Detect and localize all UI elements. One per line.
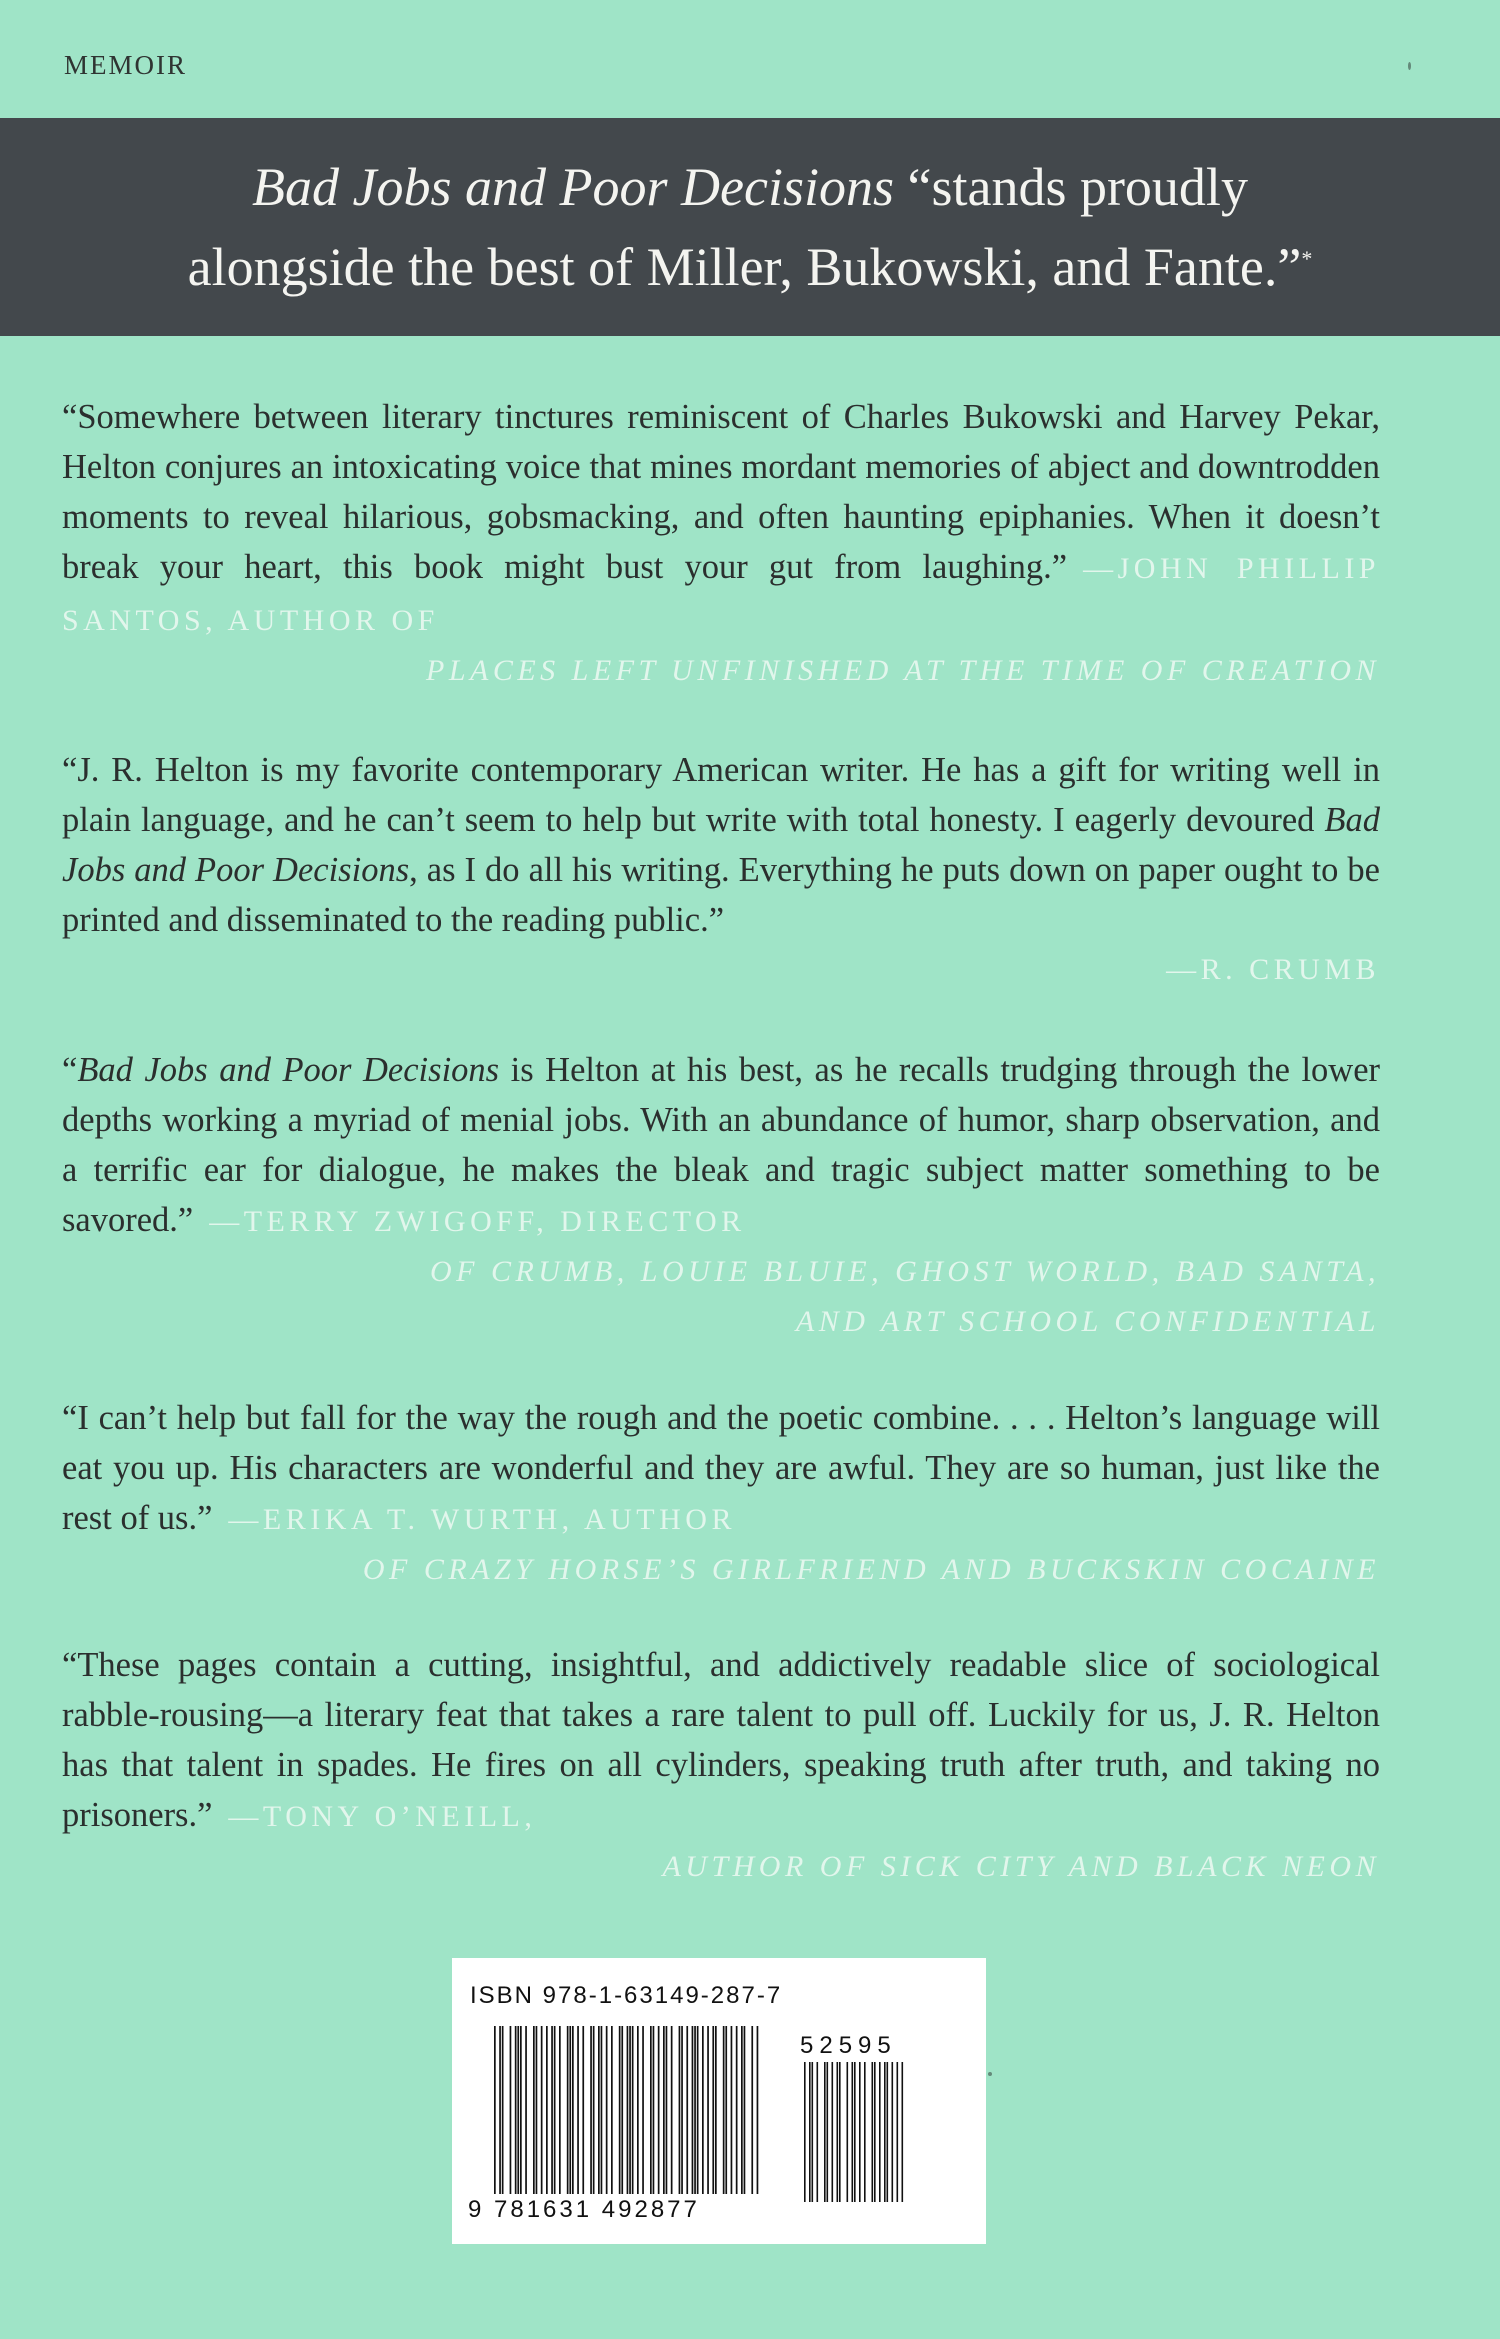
blurb-oneill: [62, 1640, 1380, 1892]
barcode-bar: [546, 2026, 548, 2194]
barcode-bar: [502, 2026, 504, 2194]
addon-bar: [824, 2062, 826, 2202]
blurb-quote-rest: is Helton at his best, as he recalls trudging through the lower depths working a myriad of menial jobs. With an abundance of humor, sharp observation, and a terrific ear for dialogue, he makes the bleak and tragic subject matter something to be savored.”: [62, 1051, 1380, 1239]
blurb-attribution-line-2: OF CRAZY HORSE’S GIRLFRIEND AND BUCKSKIN COCAINE: [362, 1553, 1380, 1586]
banner-line-1: [252, 151, 1248, 223]
barcode-bar: [653, 2026, 655, 2194]
blurb-text: [62, 392, 1380, 646]
blurb-attribution-line-2: OF CRUMB, LOUIE BLUIE, GHOST WORLD, BAD SANTA,: [429, 1255, 1380, 1288]
blurb-quote-title: Bad Jobs and Poor Decisions: [62, 801, 1380, 889]
barcode-bar: [642, 2026, 644, 2194]
addon-bar: [839, 2062, 841, 2202]
addon-bar: [847, 2062, 849, 2202]
barcode-bar: [731, 2026, 733, 2194]
barcode-bar: [736, 2026, 738, 2194]
blurb-quote-rest: , as I do all his writing. Everything he puts down on paper ought to be printed and disseminated to the reading public.”: [62, 851, 1380, 939]
addon-bar: [874, 2062, 876, 2202]
barcode-bar: [554, 2026, 556, 2194]
barcode-bar: [725, 2026, 727, 2194]
genre-label: MEMOIR: [64, 50, 188, 80]
barcode-bar: [582, 2026, 584, 2194]
barcode-bar: [621, 2026, 623, 2194]
blurb-attribution-line-2: AUTHOR OF SICK CITY AND BLACK NEON: [662, 1850, 1380, 1883]
barcode-bar: [697, 2026, 699, 2194]
barcode-bar: [525, 2026, 527, 2194]
addon-bar: [817, 2062, 819, 2202]
addon-bar: [897, 2062, 899, 2202]
isbn-text: ISBN 978-1-63149-287-7: [470, 1982, 783, 2009]
barcode-bar: [715, 2026, 717, 2194]
addon-bar: [884, 2062, 886, 2202]
barcode-bar: [559, 2026, 561, 2194]
barcode-bar: [533, 2026, 535, 2194]
addon-bar: [879, 2062, 881, 2202]
blurb-attribution: —JOHN PHILLIP SANTOS, AUTHOR OF: [62, 552, 1380, 637]
banner-footnote-mark: *: [1301, 246, 1313, 271]
barcode-bar: [679, 2026, 681, 2194]
barcode-bar: [702, 2026, 704, 2194]
banner-line-2-text: alongside the best of Miller, Bukowski, and Fante.”: [187, 237, 1302, 297]
barcode-bar: [536, 2026, 538, 2194]
blurb-text: “Bad Jobs and Poor Decisions is Helton at his best, as he recalls trudging through the lower depths working a myriad of menial jobs. With an abundance of humor, sharp observation, and a terrific ear for dialogue, he makes the bleak and tragic subject matter something to be savored.” —TERRY ZWIGOFF, DIRECTOR: [62, 1051, 1380, 1239]
addon-bar: [854, 2062, 856, 2202]
blurb-attribution: —ERIKA T. WURTH, AUTHOR: [228, 1503, 736, 1536]
barcode-bar: [611, 2026, 613, 2194]
barcode-bar: [551, 2026, 553, 2194]
addon-bar: [852, 2062, 854, 2202]
blurb-text: [62, 745, 1380, 945]
blurb-crumb: [62, 745, 1380, 995]
barcode-bar: [590, 2026, 592, 2194]
addon-bar: [812, 2062, 814, 2202]
price-code: 52595: [800, 2032, 897, 2059]
barcode-bar: [572, 2026, 574, 2194]
blurb-quote: “J. R. Helton is my favorite contemporary American writer. He has a gift for writing well in plain language, and he can’t seem to help but write with total honesty. I eagerly devoured: [62, 751, 1380, 839]
blurb-zwigoff: [62, 1045, 1380, 1347]
barcode-bar: [569, 2026, 571, 2194]
blurb-attribution: —R. CRUMB: [1166, 953, 1380, 986]
addon-bar: [887, 2062, 889, 2202]
barcode-bar: [671, 2026, 673, 2194]
barcode-bar: [541, 2026, 543, 2194]
banner-line-1-rest: “stands proudly: [893, 157, 1248, 217]
barcode-label: [452, 1958, 986, 2244]
blurb-wurth: [62, 1393, 1380, 1595]
barcode-bar: [663, 2026, 665, 2194]
barcode-digits: 9 781631 492877: [468, 2196, 700, 2223]
barcode-bar: [658, 2026, 660, 2194]
speck-mark: [1408, 62, 1411, 70]
barcode-bar: [757, 2026, 759, 2194]
addon-bar: [837, 2062, 839, 2202]
barcode-bar: [567, 2026, 569, 2194]
barcode-bar: [741, 2026, 743, 2194]
barcode-bar: [629, 2026, 631, 2194]
barcode-bar: [694, 2026, 696, 2194]
barcode-bar: [686, 2026, 688, 2194]
barcode-bar: [619, 2026, 621, 2194]
barcode-bar: [637, 2026, 639, 2194]
blurb-quote: “I can’t help but fall for the way the rough and the poetic combine. . . . Helton’s language will eat you up. His characters are wonderful and they are awful. They are so human, just like the rest of us.”: [62, 1399, 1380, 1537]
blurb-attribution-line-2: PLACES LEFT UNFINISHED AT THE TIME OF CREATION: [426, 654, 1380, 687]
addon-bar: [859, 2062, 861, 2202]
barcode-bar: [515, 2026, 517, 2194]
banner-line-2: [188, 223, 1313, 303]
addon-bar: [902, 2062, 904, 2202]
barcode-bar: [712, 2026, 714, 2194]
barcode-bar: [627, 2026, 629, 2194]
blurb-attribution-line-3: AND ART SCHOOL CONFIDENTIAL: [795, 1305, 1380, 1338]
blurb-quote: “Somewhere between literary tinctures reminiscent of Charles Bukowski and Harvey Pekar, Helton conjures an intoxicating voice that mines mordant memories of abject and downtrodden moments to reveal hilarious, gobsmacking, and often haunting epiphanies. When it doesn’t break your heart, this book might bust your gut from laughing.”: [62, 398, 1380, 586]
barcode-bar: [632, 2026, 634, 2194]
speck-mark: [988, 2072, 992, 2076]
barcode-bar: [593, 2026, 595, 2194]
barcode-bar: [751, 2026, 753, 2194]
addon-bar: [892, 2062, 894, 2202]
blurb-attribution: —TERRY ZWIGOFF, DIRECTOR: [209, 1205, 746, 1238]
blurb-text: [62, 1640, 1380, 1842]
barcode-bar: [650, 2026, 652, 2194]
barcode-bar: [577, 2026, 579, 2194]
barcode-bar: [601, 2026, 603, 2194]
addon-bar: [804, 2062, 806, 2202]
addon-bar: [832, 2062, 834, 2202]
blurb-quote: “These pages contain a cutting, insightful, and addictively readable slice of sociological rabble-rousing—a literary feat that takes a rare talent to pull off. Luckily for us, J. R. Helton has that talent in spades. He fires on all cylinders, speaking truth after truth, and taking no prisoners.”: [62, 1646, 1380, 1834]
barcode-bar: [499, 2026, 501, 2194]
barcode-bar: [692, 2026, 694, 2194]
barcode-bar: [666, 2026, 668, 2194]
barcode-bar: [606, 2026, 608, 2194]
banner-book-title: Bad Jobs and Poor Decisions: [252, 157, 894, 217]
addon-bar: [809, 2062, 811, 2202]
barcode-bar: [520, 2026, 522, 2194]
barcode-bar: [707, 2026, 709, 2194]
barcode-bar: [723, 2026, 725, 2194]
barcode-bar: [494, 2026, 496, 2194]
blurb-attribution: —TONY O’NEILL,: [228, 1800, 537, 1833]
headline-banner: [0, 118, 1500, 336]
barcode-bar: [744, 2026, 746, 2194]
addon-bar: [872, 2062, 874, 2202]
blurb-santos: [62, 392, 1380, 696]
barcode-bar: [681, 2026, 683, 2194]
addon-bar: [864, 2062, 866, 2202]
barcode-bar: [517, 2026, 519, 2194]
addon-bar: [827, 2062, 829, 2202]
blurb-text: [62, 1393, 1380, 1545]
blurb-quote-title: Bad Jobs and Poor Decisions: [77, 1051, 500, 1089]
barcode-bar: [598, 2026, 600, 2194]
barcode-bar: [510, 2026, 512, 2194]
